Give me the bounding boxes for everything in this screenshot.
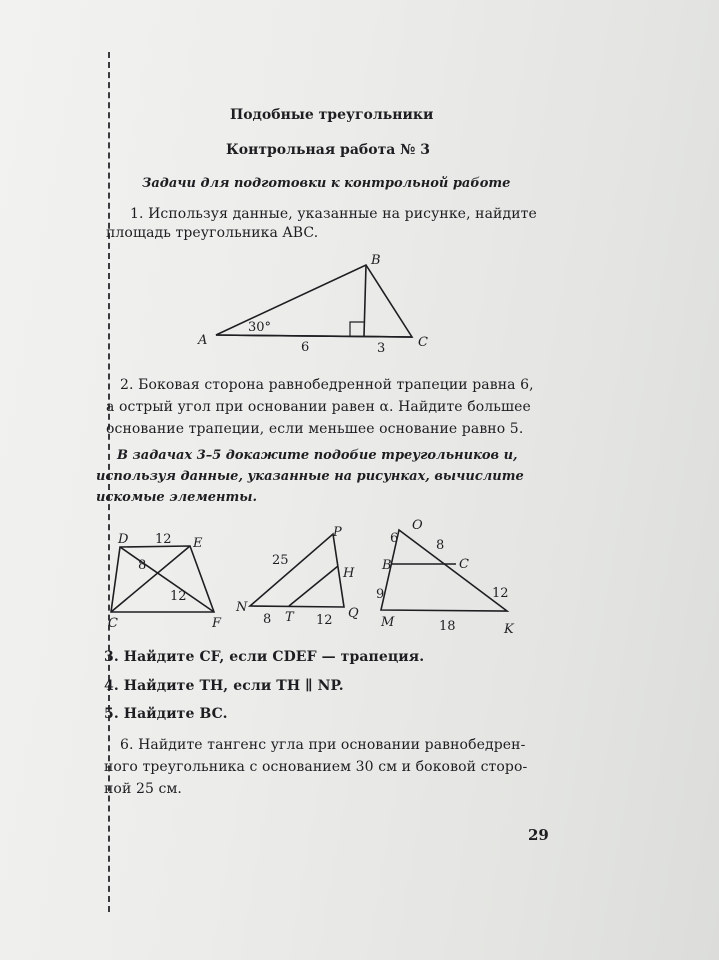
segment-de: 12 (155, 532, 172, 547)
task1-line1: 1. Используя данные, указанные на рисунке, найдите (130, 206, 537, 222)
label-q: Q (348, 606, 359, 621)
task2-line3: основание трапеции, если меньшее основание равно 5. (106, 421, 524, 437)
segment-ah: 6 (301, 340, 310, 355)
segment-of: 12 (170, 589, 187, 604)
label-c3: C (108, 616, 118, 631)
label-b: B (371, 253, 381, 268)
task1-line2: площадь треугольника ABC. (106, 225, 319, 241)
task6-line3: ной 25 см. (104, 781, 182, 797)
label-p: P (333, 525, 342, 540)
label-m: M (381, 615, 395, 630)
segment-nt: 8 (263, 612, 272, 627)
label-f: F (212, 616, 222, 631)
page-number: 29 (528, 826, 549, 844)
angle-label: 30° (248, 320, 272, 335)
task2-line1: 2. Боковая сторона равнобедренной трапеции равна 6, (120, 377, 534, 393)
segment-ck: 12 (492, 586, 509, 601)
task2-line2: а острый угол при основании равен α. Найдите большее (106, 399, 531, 415)
diagonal-df (120, 547, 214, 612)
right-angle-mark (350, 322, 364, 336)
task4: 4. Найдите TH, если TH ∥ NP. (104, 678, 344, 694)
label-o: O (412, 518, 423, 533)
base-ac (216, 335, 412, 337)
task3: 3. Найдите CF, если CDEF — трапеция. (104, 649, 425, 665)
label-h: H (343, 566, 355, 581)
section-heading: Задачи для подготовки к контрольной работе (142, 176, 511, 191)
segment-th (289, 566, 338, 606)
segment-hc: 3 (377, 341, 386, 356)
label-b5: B (382, 558, 392, 573)
segment-bm: 9 (376, 587, 385, 602)
test-title: Контрольная работа № 3 (226, 142, 431, 158)
segment-np: 25 (272, 553, 289, 568)
label-c: C (418, 335, 428, 350)
segment-do: 8 (138, 558, 147, 573)
task6-line1: 6. Найдите тангенс угла при основании равнобедрен- (120, 737, 526, 753)
segment-tq: 12 (316, 613, 333, 628)
label-t: T (285, 610, 294, 625)
label-n: N (236, 600, 248, 615)
label-e: E (193, 536, 203, 551)
triangle-abc (216, 265, 412, 337)
label-a: A (198, 333, 208, 348)
page-title: Подобные треугольники (230, 107, 434, 123)
segment-mk: 18 (439, 619, 456, 634)
task6-line2: ного треугольника с основанием 30 см и боковой сторо- (104, 759, 528, 775)
intro-line2: используя данные, указанные на рисунках, вычислите (96, 469, 524, 484)
segment-ob: 6 (390, 531, 399, 546)
label-k: K (504, 622, 514, 637)
triangle-npq (250, 534, 344, 607)
intro-line3: искомые элементы. (96, 490, 258, 505)
intro-line1: В задачах 3–5 докажите подобие треугольников и, (117, 448, 518, 463)
label-d: D (118, 532, 129, 547)
label-c5: C (459, 557, 469, 572)
height-bh (364, 265, 366, 336)
segment-oc: 8 (436, 538, 445, 553)
task5: 5. Найдите BC. (104, 706, 228, 722)
